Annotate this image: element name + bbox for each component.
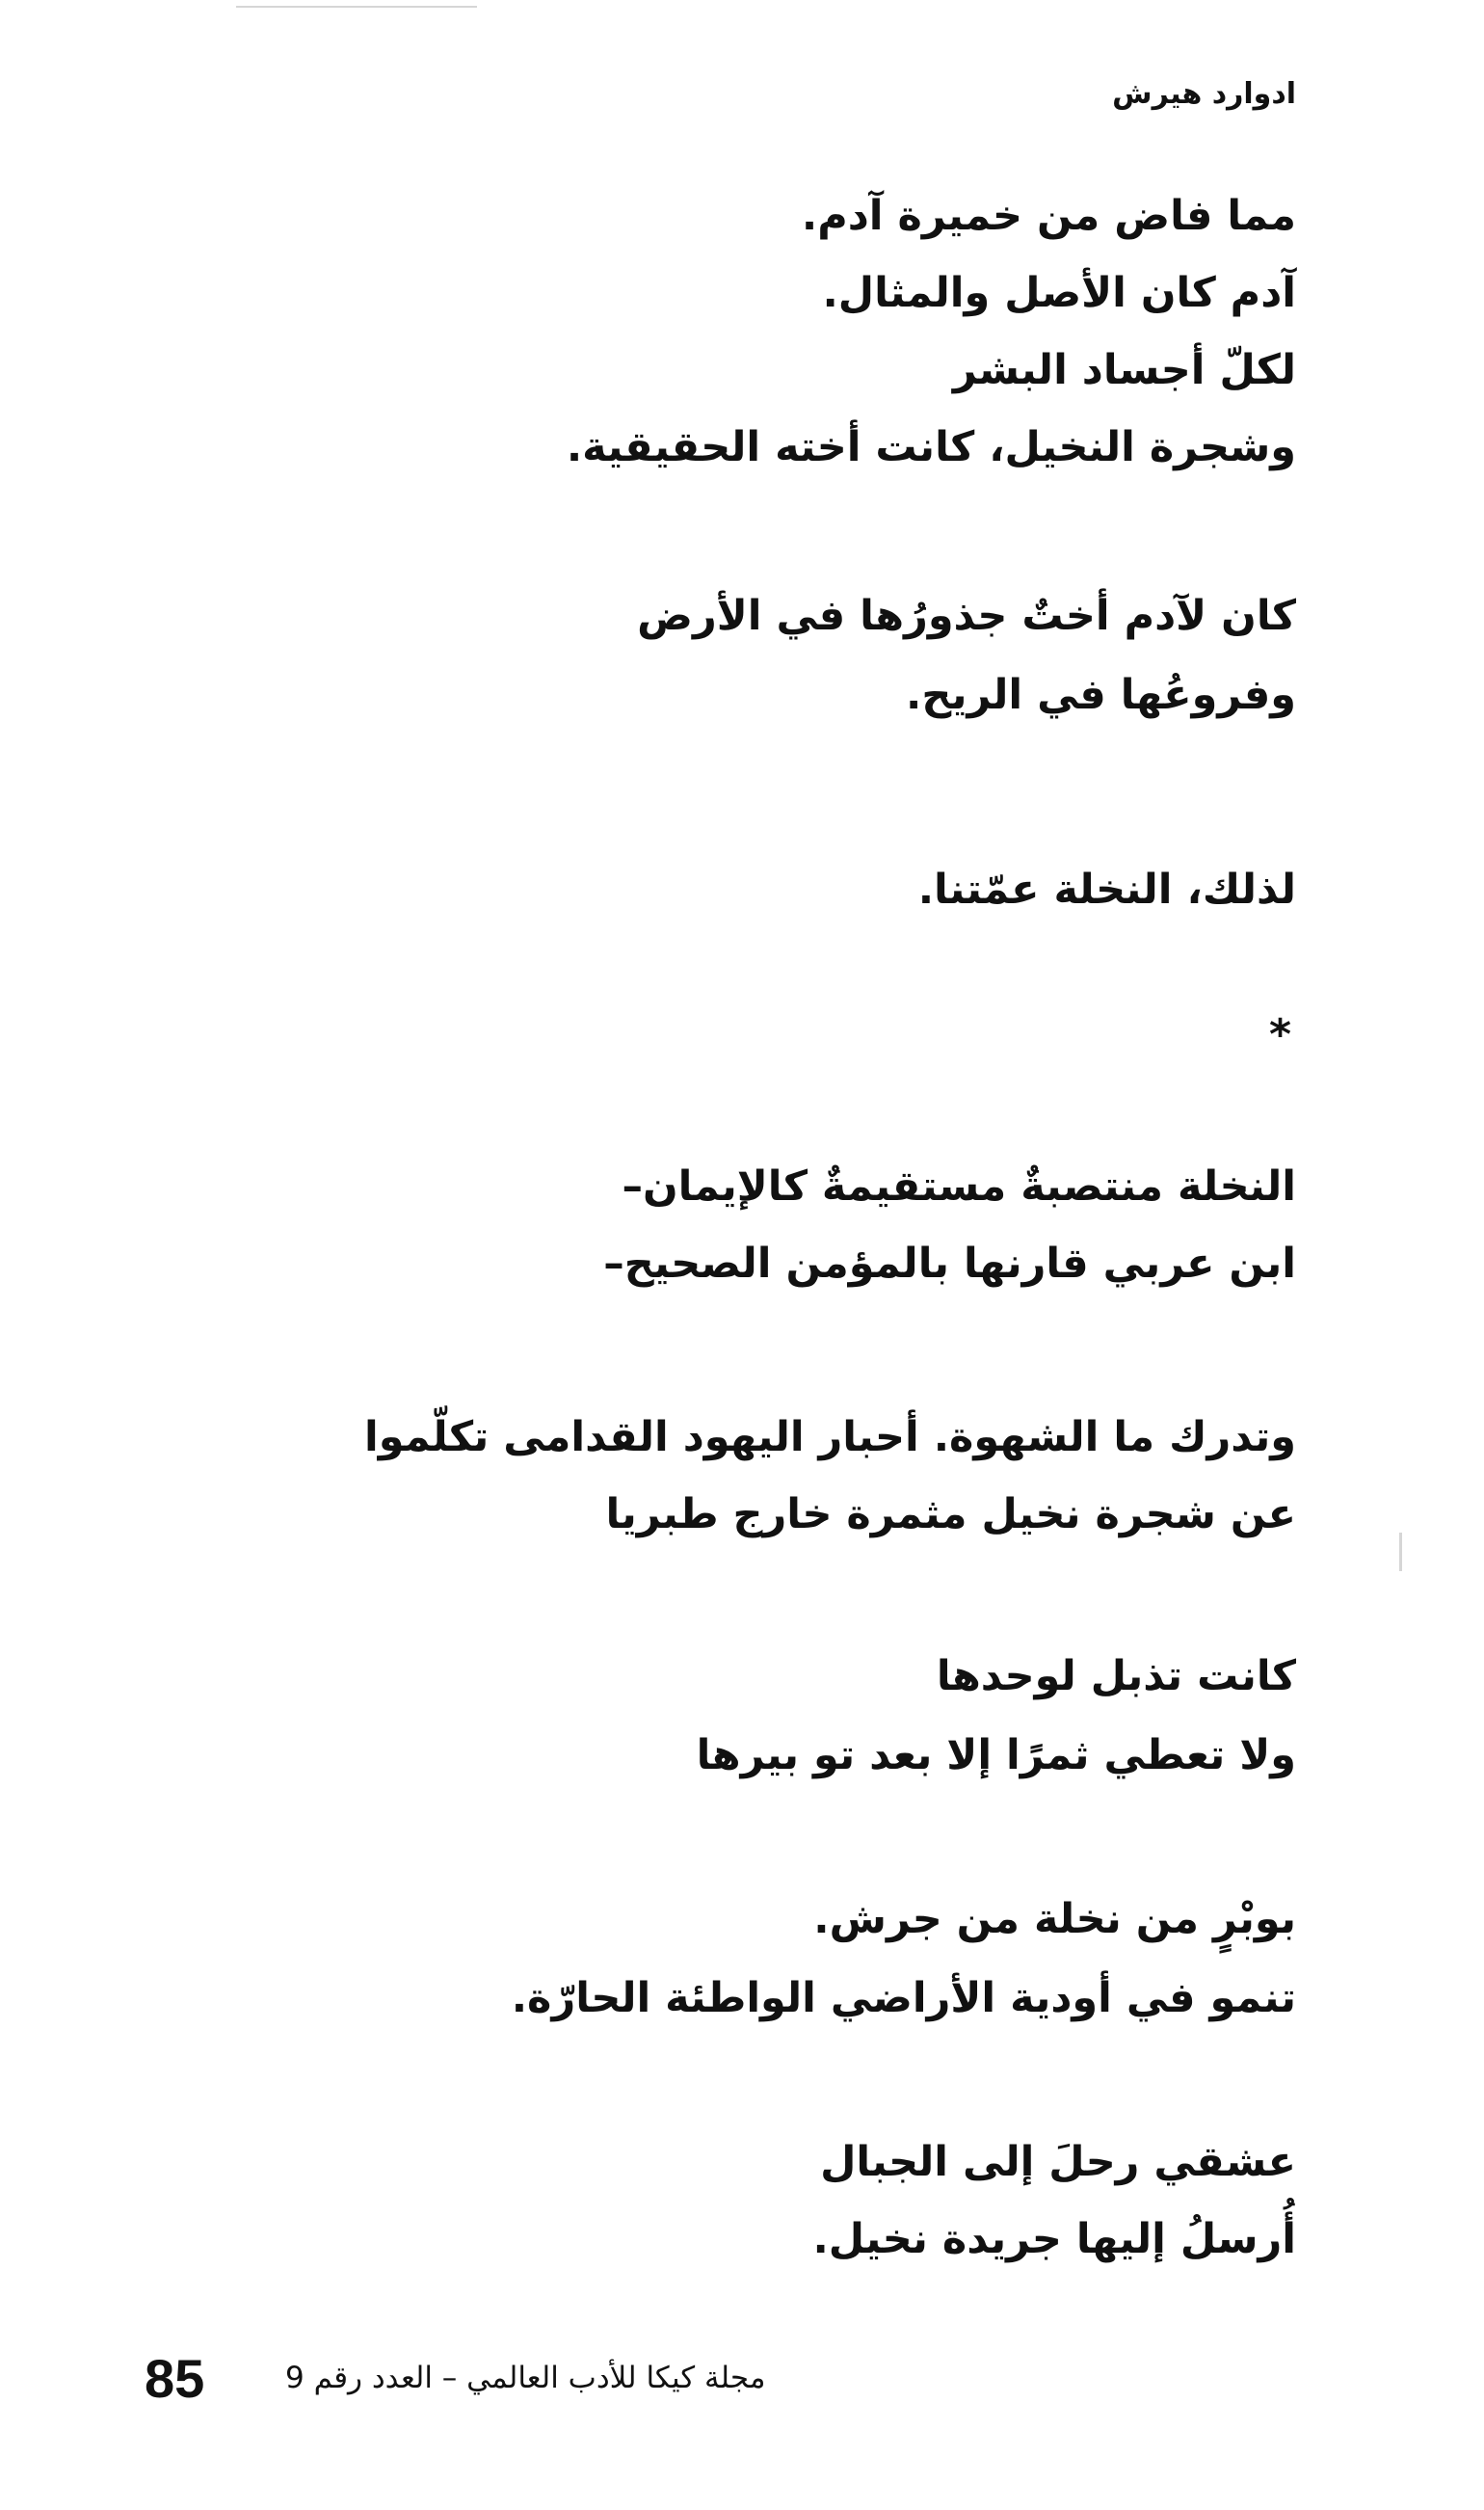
poem-line: وفروعُها في الريح. — [906, 671, 1296, 719]
journal-footer: مجلة كيكا للأدب العالمي – العدد رقم 9 — [285, 2361, 766, 2395]
poem-line: ولا تعطي ثمرًا إلا بعد تو بيرها — [696, 1731, 1296, 1779]
poem-line: عشقي رحلَ إلى الجبال — [820, 2138, 1296, 2186]
poem-line: مما فاض من خميرة آدم. — [801, 192, 1296, 240]
section-break-asterisk: * — [1268, 1010, 1291, 1059]
scan-edge-mark-right — [1399, 1533, 1402, 1571]
poem-line: بوبْرٍ من نخلة من جرش. — [813, 1895, 1296, 1943]
poem-line: أُرسلُ إليها جريدة نخيل. — [812, 2215, 1296, 2263]
page-number: 85 — [145, 2348, 205, 2409]
poem-line: كان لآدم أختٌ جذورُها في الأرض — [637, 592, 1296, 640]
poem-line: وتدرك ما الشهوة. أحبار اليهود القدامى تكلّموا — [364, 1413, 1296, 1461]
poem-line: تنمو في أودية الأراضي الواطئة الحارّة. — [511, 1974, 1296, 2022]
poem-line: لكلّ أجساد البشر — [952, 346, 1296, 394]
poem-line: لذلك، النخلة عمّتنا. — [917, 866, 1296, 914]
poem-line: كانت تذبل لوحدها — [936, 1652, 1296, 1700]
scan-edge-mark-top — [236, 6, 477, 8]
poem-line: النخلة منتصبةٌ مستقيمةٌ كالإيمان– — [622, 1162, 1296, 1211]
running-head-author: ادوارد هيرش — [1112, 77, 1296, 111]
poem-line: وشجرة النخيل، كانت أخته الحقيقية. — [566, 423, 1296, 471]
poem-line: آدم كان الأصل والمثال. — [822, 269, 1296, 317]
poem-line: ابن عربي قارنها بالمؤمن الصحيح– — [603, 1240, 1296, 1288]
poem-line: عن شجرة نخيل مثمرة خارج طبريا — [605, 1490, 1296, 1538]
